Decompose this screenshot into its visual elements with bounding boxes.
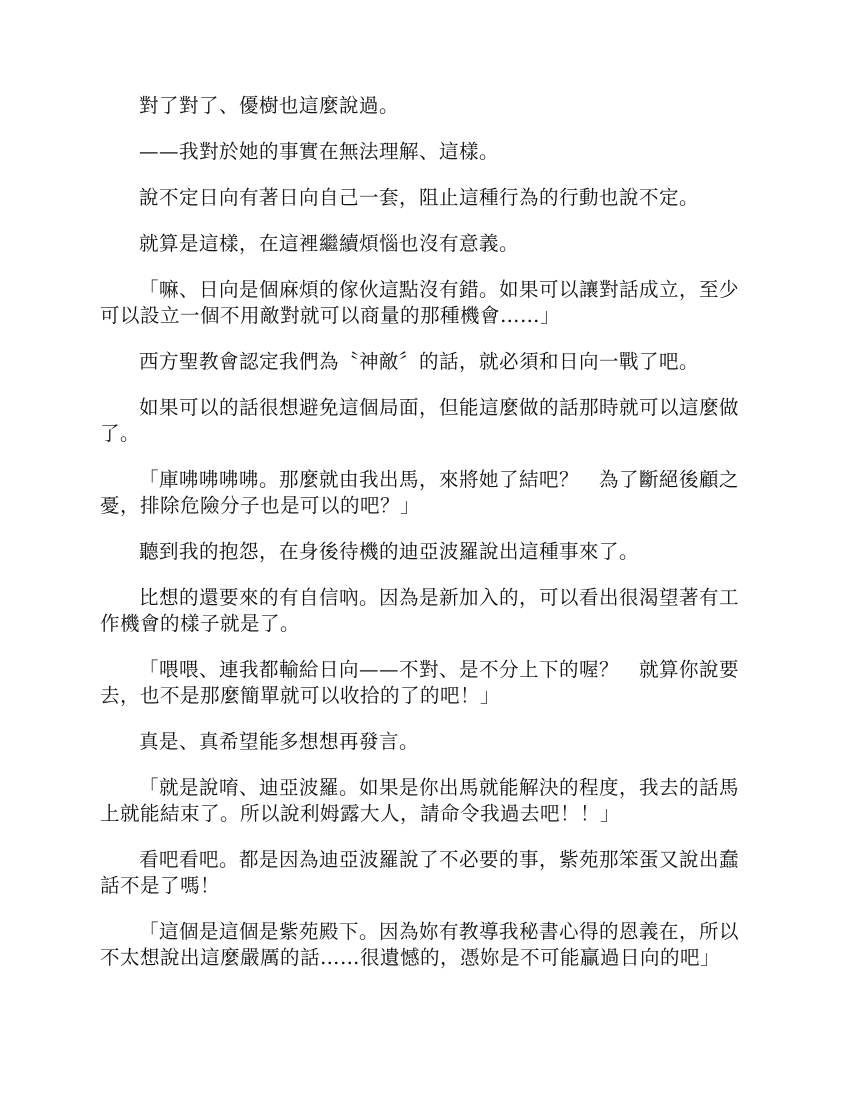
paragraph-12: 真是、真希望能多想想再發言。	[139, 730, 420, 753]
paragraph-2: ——我對於她的事實在無法理解、這樣。	[139, 140, 500, 163]
paragraph-13: 「就是說唷、迪亞波羅。如果是你出馬就能解決的程度，我去的話馬上就能結束了。所以說利姆露大人，請命令我過去吧！！」	[100, 776, 740, 825]
paragraph-10: 比想的還要來的有自信吶。因為是新加入的，可以看出很渴望著有工作機會的樣子就是了。	[100, 586, 740, 635]
paragraph-15: 「這個是這個是紫苑殿下。因為妳有教導我秘書心得的恩義在，所以不太想說出這麼嚴厲的話……很遺憾的，憑妳是不可能贏過日向的吧」	[100, 920, 740, 969]
paragraph-7: 如果可以的話很想避免這個局面，但能這麼做的話那時就可以這麼做了。	[100, 396, 740, 445]
paragraph-4: 就算是這樣，在這裡繼續煩惱也沒有意義。	[139, 232, 520, 255]
paragraph-3: 說不定日向有著日向自己一套，阻止這種行為的行動也說不定。	[139, 186, 700, 209]
paragraph-14: 看吧看吧。都是因為迪亞波羅說了不必要的事，紫苑那笨蛋又說出蠢話不是了嗎！	[100, 848, 740, 897]
document-body	[100, 93, 750, 991]
paragraph-5: 「嘛、日向是個麻煩的傢伙這點沒有錯。如果可以讓對話成立，至少可以設立一個不用敵對就可以商量的那種機會……」	[100, 278, 740, 327]
paragraph-8: 「庫咈咈咈咈。那麼就由我出馬，來將她了結吧？ 為了斷絕後顧之憂，排除危險分子也是可以的吧？」	[100, 468, 740, 517]
paragraph-11: 「喂喂、連我都輸給日向——不對、是不分上下的喔？ 就算你說要去，也不是那麼簡單就可以收拾的了的吧！」	[100, 658, 740, 707]
paragraph-9: 聽到我的抱怨，在身後待機的迪亞波羅說出這種事來了。	[139, 540, 640, 563]
paragraph-1: 對了對了、優樹也這麼說過。	[139, 94, 400, 117]
paragraph-6: 西方聖教會認定我們為〝神敵〞的話，就必須和日向一戰了吧。	[139, 350, 700, 373]
